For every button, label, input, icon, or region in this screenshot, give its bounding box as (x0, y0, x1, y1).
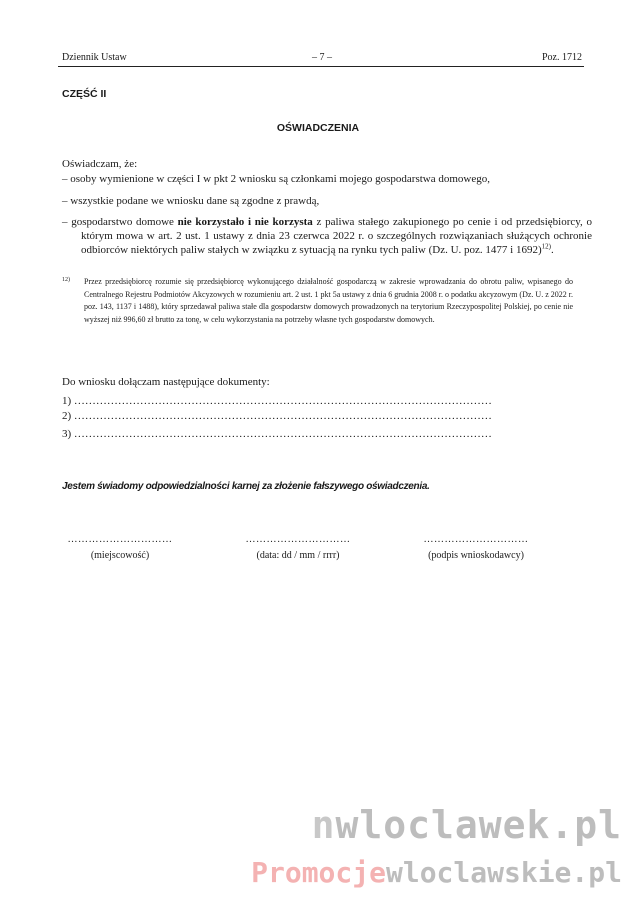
place-label: (miejscowość) (90, 550, 150, 561)
part-label: CZĘŚĆ II (62, 88, 107, 100)
watermark-2b: wloclawskie.pl (385, 856, 622, 889)
date-label: (data: dd / mm / rrrr) (256, 550, 340, 561)
watermark-1b: wloclawek.pl (335, 803, 622, 847)
item-3-emphasis: nie korzystało i nie korzysta (177, 216, 313, 228)
attachment-line-1[interactable]: 1) …………………………………………………………………………………………………… (62, 395, 492, 407)
footnote (62, 276, 573, 326)
watermark-line-1 (312, 803, 622, 847)
attachment-line-2[interactable]: 2) …………………………………………………………………………………………………… (62, 410, 492, 422)
footnote-text: Przez przedsiębiorcę rozumie się przedsiębiorcę wykonującego działalność gospodarczą w zakresie wprowadzania do obrotu paliw, wpisanego do Centralnego Rejestru Podmiotów Akcyzowych w rozumieniu art. 2 ust. 1 pkt 5a ustawy z dnia 6 grudnia 2008 r. o podatku akcyzowym (Dz. U. z 2022 r. poz. 143, 1137 i 1488), który sprzedawał paliwa stałe dla gospodarstw domowych prowadzonych na terytorium Rzeczypospolitej Polskiej, po cenie nie wyższej niż 996,60 zł brutto za tonę, w celu wykorzystania na potrzeby własne tych gospodarstw domowych. (84, 277, 573, 324)
signature-date (228, 532, 368, 564)
declaration-intro: Oświadczam, że: (62, 158, 138, 170)
place-dots[interactable]: ………………………… (67, 534, 173, 545)
declaration-item-1: – osoby wymienione w części I w pkt 2 wniosku są członkami mojego gospodarstwa domowego, (62, 173, 491, 185)
footnote-reference: 12) (541, 242, 551, 251)
signature-dots[interactable]: ………………………… (423, 534, 529, 545)
watermark-1a: n (311, 803, 336, 847)
item-3-end: . (551, 244, 554, 256)
journal-name: Dziennik Ustaw (62, 52, 127, 63)
attachment-line-3[interactable]: 3) …………………………………………………………………………………………………… (62, 428, 492, 440)
page-number: – 7 – (312, 52, 332, 63)
position-number: Poz. 1712 (542, 52, 582, 63)
declaration-item-3 (62, 215, 592, 257)
page-header (62, 52, 582, 66)
date-dots[interactable]: ………………………… (245, 534, 351, 545)
declaration-item-2: – wszystkie podane we wniosku dane są zgodne z prawdą, (62, 195, 320, 207)
item-3-prefix: – gospodarstwo domowe (62, 216, 178, 228)
signature-place (50, 532, 190, 564)
watermark-line-2 (251, 856, 622, 889)
footnote-mark: 12) (62, 277, 70, 283)
header-rule (58, 66, 584, 67)
signature-applicant (406, 532, 546, 564)
section-title: OŚWIADCZENIA (276, 122, 360, 134)
attachments-intro: Do wniosku dołączam następujące dokumenty: (62, 376, 270, 388)
item-3-text: z paliwa stałego zakupionego po cenie i od przedsiębiorcy, o którym mowa w art. 2 ust. 1 ustawy z dnia 23 czerwca 2022 r. o szczególnych rozwiązaniach służących ochronie odbiorców niektórych paliw stałych w związku z sytuacją na rynku tych paliw (Dz. U. poz. 1477 i 1692) (81, 216, 592, 256)
liability-statement: Jestem świadomy odpowiedzialności karnej za złożenie fałszywego oświadczenia. (62, 481, 430, 492)
watermark-2a: Promocje (251, 856, 386, 889)
signature-label: (podpis wnioskodawcy) (428, 550, 524, 561)
